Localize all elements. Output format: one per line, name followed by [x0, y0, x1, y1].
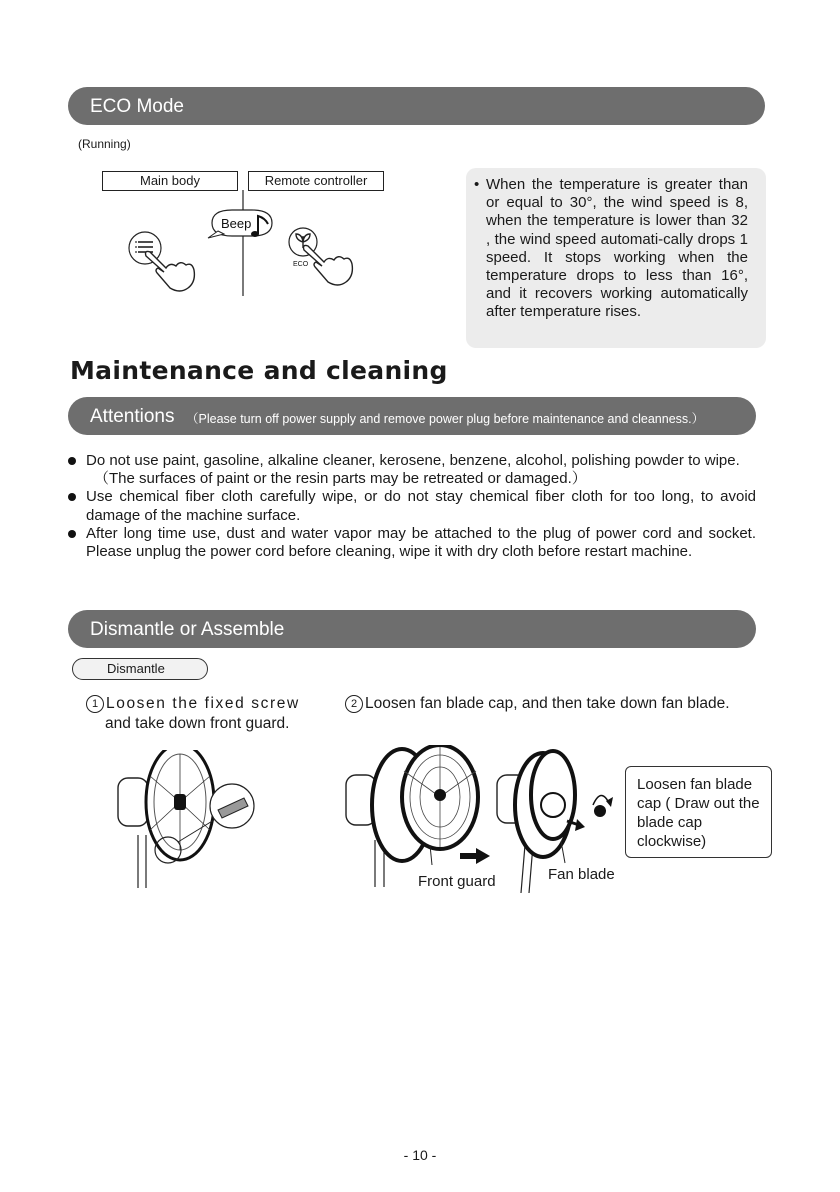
dismantle-title: Dismantle or Assemble — [90, 619, 285, 640]
eco-description-text: When the temperature is greater than or equal to 30°, the wind speed is 8, when the temperature is lower than 32 , the wind speed automati-cally drops 1 speed. It stops working when the temperature drops to less than 16°, and it recovers working automatically after temperature rises. — [486, 176, 748, 321]
running-label: (Running) — [78, 137, 131, 151]
list-item — [66, 452, 756, 488]
loosen-blade-cap-callout — [625, 766, 772, 858]
remote-controller-label: Remote controller — [248, 171, 384, 191]
attentions-list — [66, 452, 756, 561]
note-bullet: • — [474, 176, 480, 193]
eco-mode-header — [68, 87, 765, 125]
attentions-note: （Please turn off power supply and remove power plug before maintenance and cleanness.） — [186, 412, 705, 426]
step-1-text — [86, 694, 300, 734]
pointing-hand-icon — [146, 252, 195, 292]
eco-button-diagram — [100, 190, 400, 300]
bullet-icon — [68, 530, 76, 538]
step-2-text — [345, 694, 755, 714]
fan-blade-label: Fan blade — [548, 866, 615, 883]
list-item-text: Do not use paint, gasoline, alkaline cleaner, kerosene, benzene, alcohol, polishing powder to wipe. — [86, 452, 740, 469]
attentions-title: Attentions — [90, 406, 175, 427]
eco-button-label: ECO — [293, 261, 309, 268]
page-number: - 10 - — [403, 1147, 437, 1163]
list-item-text: Use chemical fiber cloth carefully wipe, or do not stay chemical fiber cloth for too long, to avoid damage of the machine surface. — [86, 488, 756, 524]
bullet-icon — [68, 457, 76, 465]
fan-front-guard-illustration — [110, 750, 270, 890]
fan-remove-guard-illustration — [340, 745, 510, 890]
dismantle-header — [68, 610, 756, 648]
pointing-hand-icon — [304, 246, 353, 286]
list-item-subtext: （The surfaces of paint or the resin parts may be retreated or damaged.） — [94, 470, 587, 488]
list-item-text: After long time use, dust and water vapor may be attached to the plug of power cord and socket. Please unplug the power cord before cleaning, wipe it with dry cloth before restart machine. — [86, 524, 756, 561]
attentions-header — [68, 397, 756, 435]
rotate-arrow-icon — [593, 795, 613, 817]
step-1-line-1: Loosen the fixed screw — [106, 695, 300, 712]
step-2-line: Loosen fan blade cap, and then take down fan blade. — [365, 695, 730, 712]
eco-mode-title: ECO Mode — [90, 96, 184, 117]
callout-text: Loosen fan blade cap ( Draw out the blade cap clockwise) — [637, 776, 760, 850]
main-body-label: Main body — [102, 171, 238, 191]
eco-description-box — [466, 168, 766, 348]
maintenance-title: Maintenance and cleaning — [70, 356, 448, 385]
step-1-number: 1 — [86, 695, 104, 713]
list-item — [66, 488, 756, 524]
step-1-line-2: and take down front guard. — [105, 715, 290, 732]
beep-text: Beep — [221, 216, 252, 231]
right-arrow-icon — [460, 848, 490, 864]
dismantle-tag: Dismantle — [72, 658, 208, 680]
step-2-number: 2 — [345, 695, 363, 713]
front-guard-label: Front guard — [418, 873, 496, 890]
list-item — [66, 525, 756, 561]
bullet-icon — [68, 493, 76, 501]
